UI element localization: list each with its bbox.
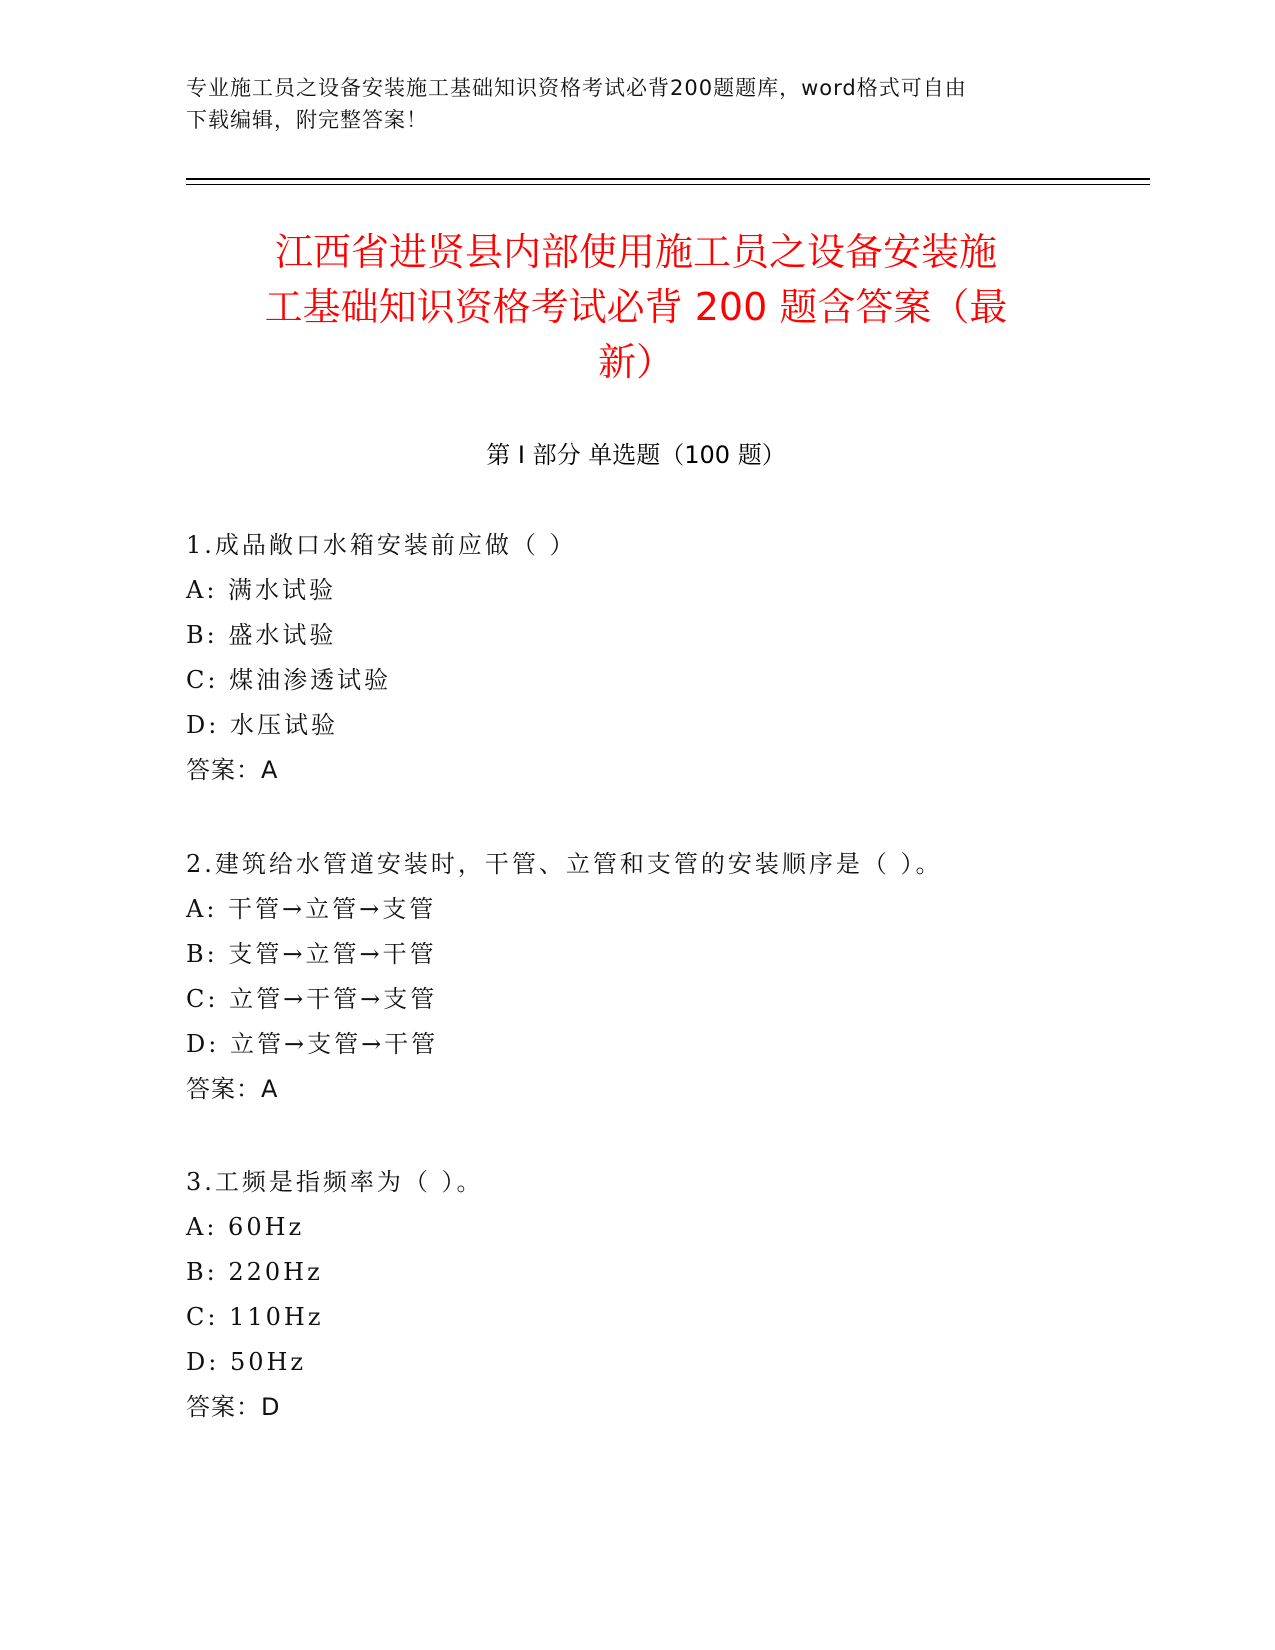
intro-line-1: 专业施工员之设备安装施工基础知识资格考试必背200题题库，word格式可自由 (186, 76, 967, 100)
option-a: A: 60Hz (186, 1213, 305, 1241)
header-divider-thick (186, 178, 1150, 180)
option-c: C: 110Hz (186, 1303, 324, 1331)
answer-text: 答案：A (186, 756, 279, 784)
title-line-2: 工基础知识资格考试必背 200 题含答案（最 (264, 285, 1008, 329)
option-c: C: 煤油渗透试验 (186, 666, 392, 694)
question-item (186, 842, 1126, 1112)
section-heading: 第 I 部分 单选题（100 题） (486, 441, 786, 469)
option-a: A: 满水试验 (186, 576, 337, 604)
option-c: C: 立管→干管→支管 (186, 985, 438, 1013)
intro-text (186, 72, 1066, 136)
option-a: A: 干管→立管→支管 (186, 895, 437, 923)
question-stem: 1.成品敞口水箱安装前应做（ ） (186, 531, 577, 559)
option-b: B: 盛水试验 (186, 621, 337, 649)
answer-text: 答案：A (186, 1075, 279, 1103)
question-stem: 3.工频是指频率为（ ）。 (186, 1168, 484, 1196)
option-b: B: 支管→立管→干管 (186, 940, 437, 968)
option-b: B: 220Hz (186, 1258, 323, 1286)
header-divider-thin (186, 184, 1150, 185)
question-item (186, 523, 1126, 793)
option-d: D: 50Hz (186, 1348, 307, 1376)
intro-line-2: 下载编辑，附完整答案！ (186, 108, 428, 132)
title-line-1: 江西省进贤县内部使用施工员之设备安装施 (274, 230, 997, 274)
answer-text: 答案：D (186, 1393, 281, 1421)
title-line-3: 新） (597, 340, 674, 384)
option-d: D: 水压试验 (186, 711, 338, 739)
question-item (186, 1160, 1126, 1430)
option-d: D: 立管→支管→干管 (186, 1030, 439, 1058)
document-title (186, 225, 1086, 390)
question-stem: 2.建筑给水管道安装时，干管、立管和支管的安装顺序是（ ）。 (186, 850, 943, 878)
